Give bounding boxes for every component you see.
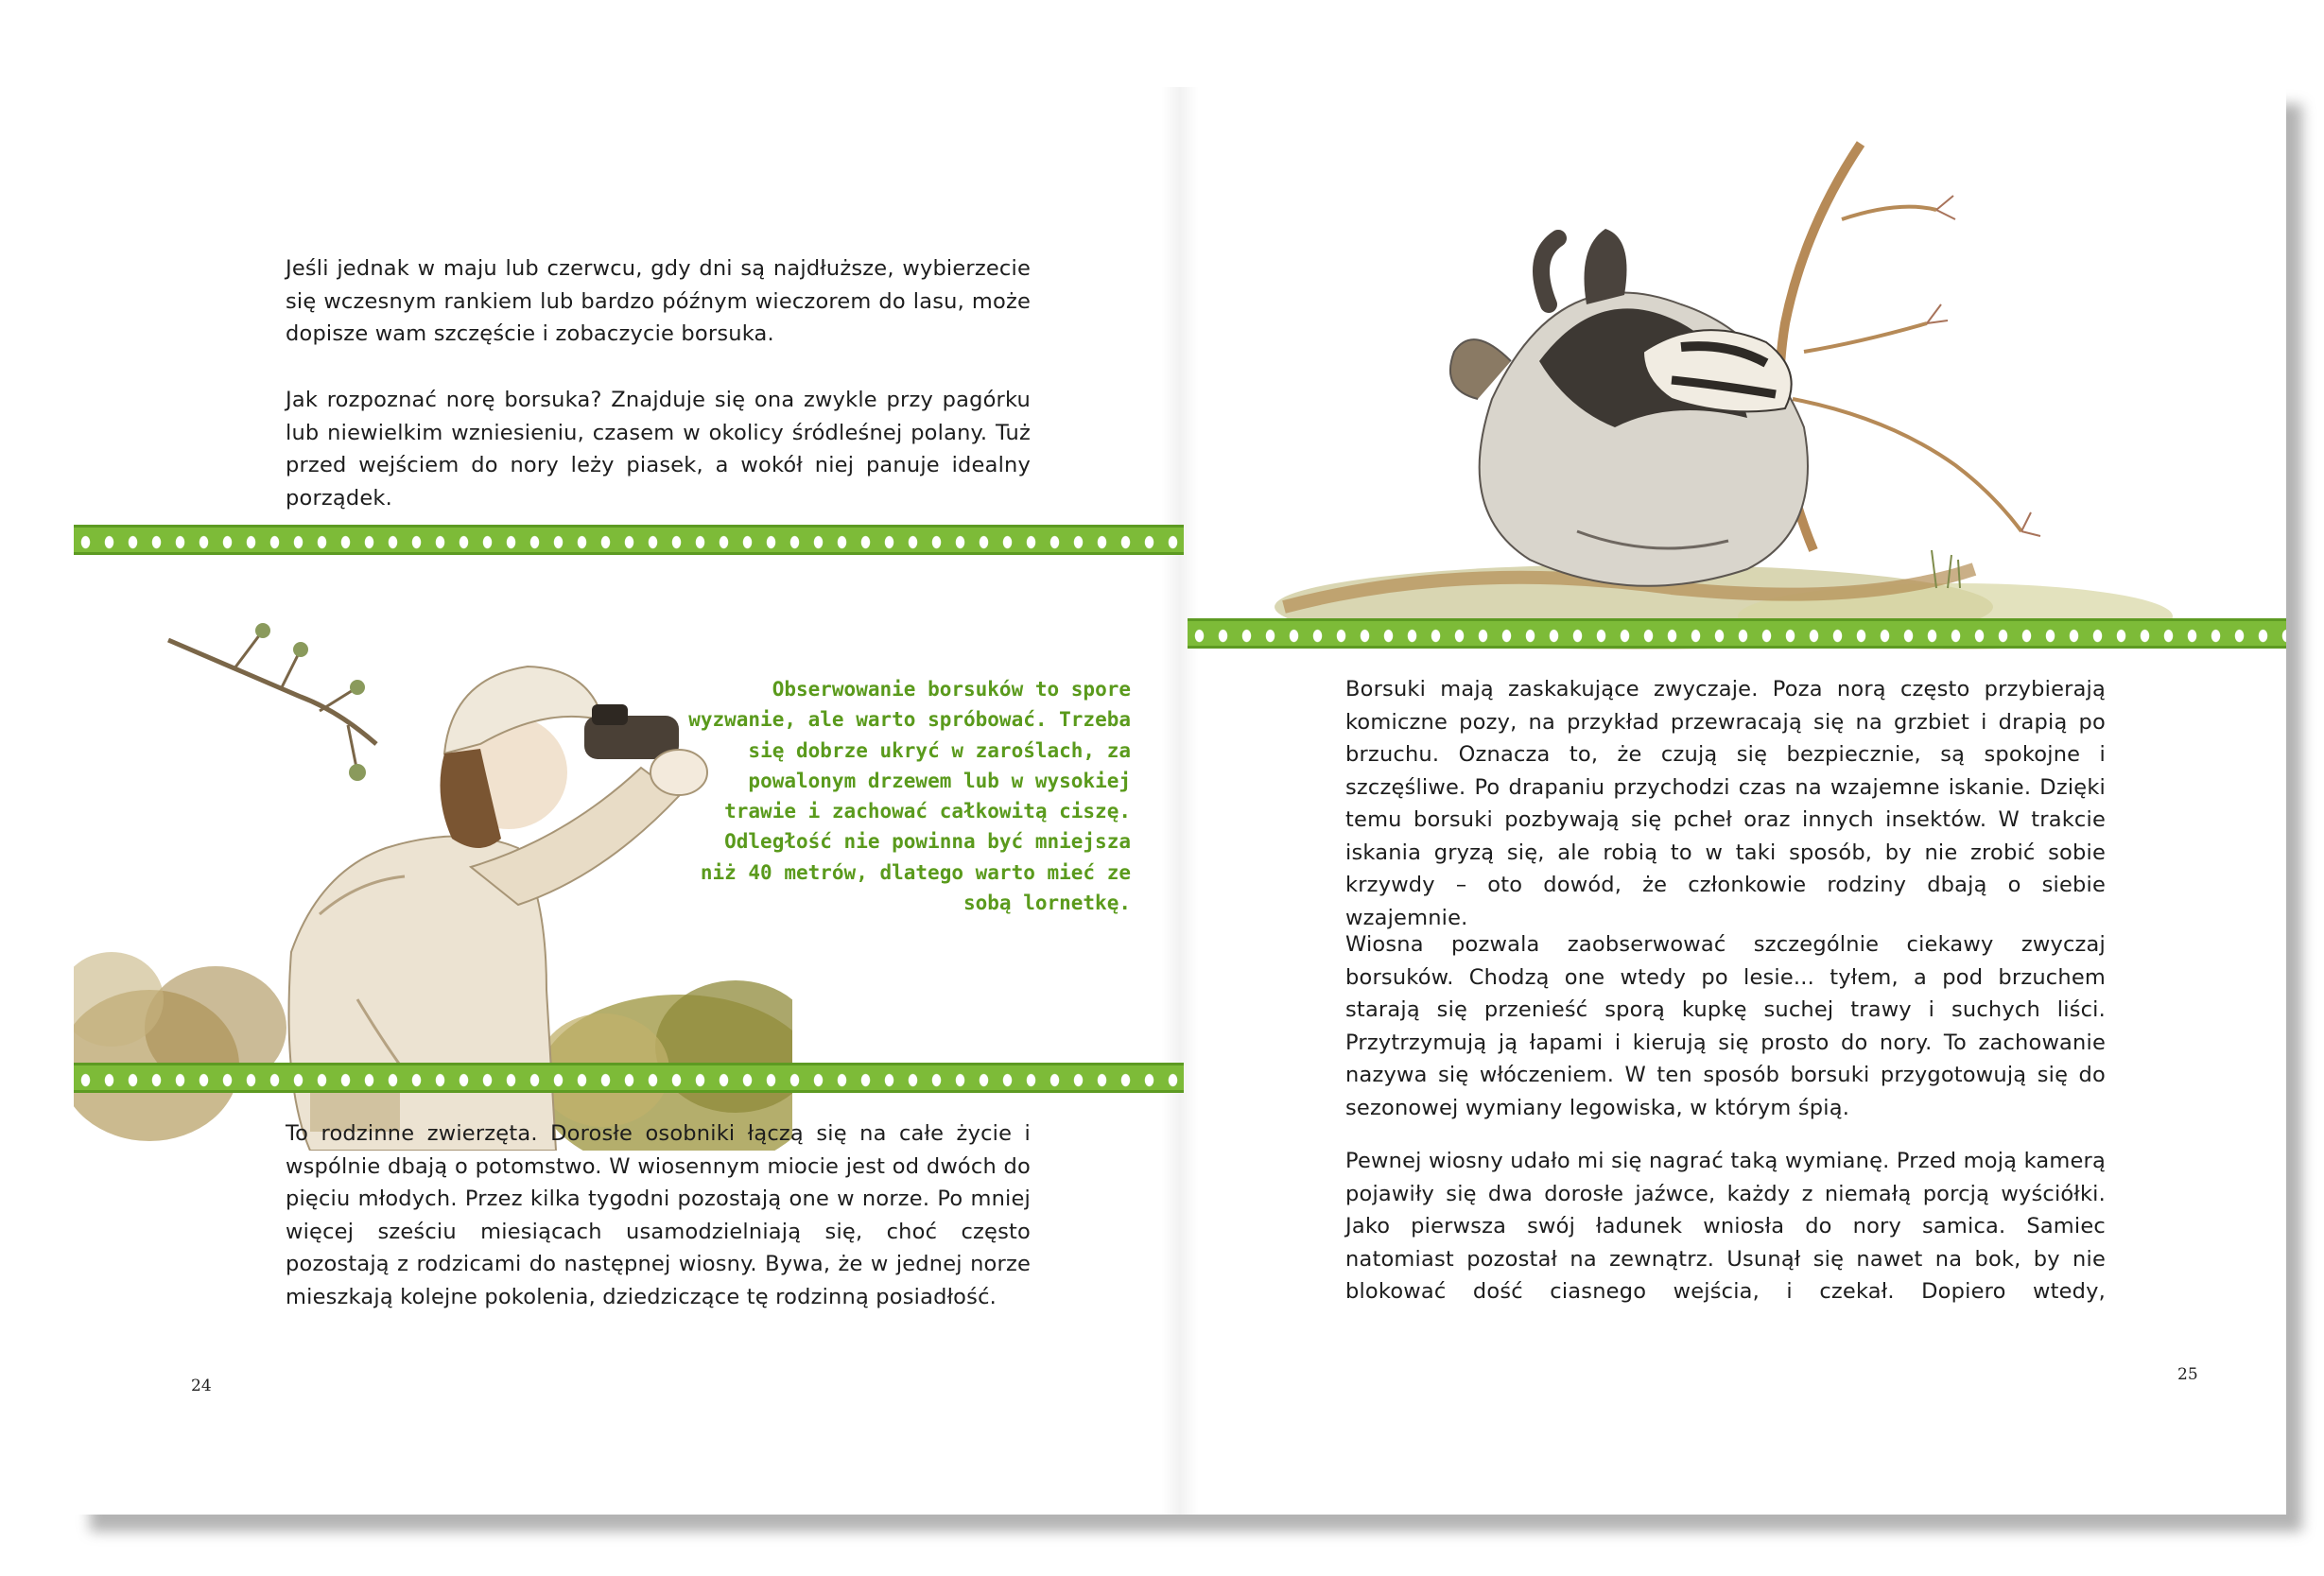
film-strip-top-left: [74, 525, 1184, 555]
left-paragraph-1: Jeśli jednak w maju lub czerwcu, gdy dni są najdłuższe, wybierzecie się wczesnym rankiem lub bardzo późnym wieczorem do lasu, może dopisze wam szczęście i zobaczycie borsuka.: [286, 256, 1031, 346]
left-paragraph-2: Jak rozpoznać norę borsuka? Znajduje się ona zwykle przy pagórku lub niewielkim wzniesieniu, czasem w okolicy śródleśnej polany. Tuż przed wejściem do nory leży piasek, a wokół niej panuje idealny porządek.: [286, 388, 1031, 511]
right-paragraph-2: Wiosna pozwala zaobserwować szczególnie ciekawy zwyczaj borsuków. Chodzą one wtedy po lesie... tyłem, a pod brzuchem starają się przenieść sporą kupkę suchej trawy i suchych liści. Przytrzymują ją łapami i kierują się prosto do nory. To zachowanie nazywa się włóczeniem. W ten sposób borsuki przygotowują się do sezonowej wymiany legowiska, w którym śpią.: [1345, 932, 2106, 1120]
film-strip-right: [1188, 618, 2286, 649]
book-spread: [74, 87, 2286, 1515]
birdwatcher-illustration: [74, 555, 792, 1151]
film-strip-bottom-left: [74, 1063, 1184, 1093]
page-number-right: 25: [2177, 1365, 2198, 1384]
right-paragraph-3: Pewnej wiosny udało mi się nagrać taką wymianę. Przed moją kamerą pojawiły się dwa dorosłe jaźwce, każdy z niemałą porcją wyściółki. Jako pierwsza swój ładunek wniosła do nory samica. Samiec natomiast pozostał na zewnątrz. Usunął się nawet na bok, by nie blokować dość ciasnego wejścia, i czekał. Dopiero wtedy,: [1345, 1149, 2106, 1304]
page-number-left: 24: [191, 1377, 212, 1395]
callout-text: Obserwowanie borsuków to spore wyzwanie, ale warto spróbować. Trzeba się dobrze ukryć w zaroślach, za powalonym drzewem lub w wysokiej trawie i zachować całkowitą ciszę. Odległość nie powinna być mniejsza niż 40 metrów, dlatego warto mieć ze sobą lornetkę.: [688, 678, 1131, 915]
right-paragraph-1: Borsuki mają zaskakujące zwyczaje. Poza norą często przybierają komiczne pozy, na przykład przewracają się na grzbiet i drapią po brzuchu. Oznacza to, że czują się bezpiecznie, są spokojne i szczęśliwe. Po drapaniu przychodzi czas na wzajemne iskanie. Dzięki temu borsuki pozbywają się pcheł oraz innych insektów. W trakcie iskania gryzą się, ale robią to w taki sposób, by nie zrobić sobie krzywdy – oto dowód, że członkowie rodziny dbają o siebie wzajemnie.: [1345, 677, 2106, 930]
book-gutter: [1161, 87, 1199, 1515]
left-paragraph-3: To rodzinne zwierzęta. Dorosłe osobniki łączą się na całe życie i wspólnie dbają o potomstwo. W wiosennym miocie jest od dwóch do pięciu młodych. Przez kilka tygodni pozostają one w norze. Po mniej więcej sześciu miesiącach usamodzielniają się, choć często pozostają z rodzicami do następnej wiosny. Bywa, że w jednej norze mieszkają kolejne pokolenia, dziedziczące tę rodzinną posiadłość.: [286, 1121, 1031, 1309]
badger-illustration: [1275, 115, 2211, 683]
